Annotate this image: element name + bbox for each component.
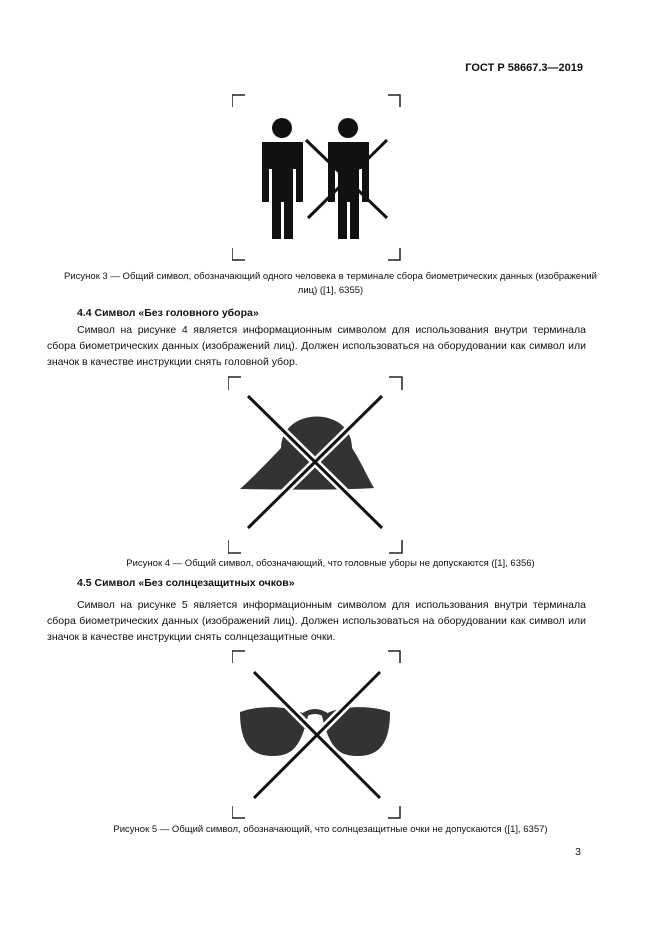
page-number: 3 [575, 846, 581, 858]
section-4-5-text: Символ на рисунке 5 является информационным символом для использования внутри терминала сбора биометрических данных (изображений лиц). Должен использоваться на оборудовании как символ или значок в качестве инструкции снять солнцезащитные очки. [47, 599, 586, 643]
section-4-5-heading: 4.5 Символ «Без солнцезащитных очков» [77, 577, 295, 589]
section-4-4-text: Символ на рисунке 4 является информационным символом для использования внутри терминала сбора биометрических данных (изображений лиц). Должен использоваться на оборудовании как символ или значок в качестве инструкции снять головной убор. [47, 324, 586, 368]
figure-4-caption: Рисунок 4 — Общий символ, обозначающий, что головные уборы не допускаются ([1], 6356) [126, 558, 535, 569]
figure-3-one-person-icon [232, 94, 402, 262]
section-4-4-heading: 4.4 Символ «Без головного убора» [77, 307, 259, 319]
figure-4-no-hat-icon [228, 376, 404, 556]
document-header: ГОСТ Р 58667.3—2019 [465, 62, 583, 74]
figure-3-caption: Рисунок 3 — Общий символ, обозначающий одного человека в терминале сбора биометрических данных (изображений лиц) ([1], 6355) [64, 271, 597, 296]
figure-5-no-sunglasses-icon [232, 650, 402, 820]
figure-5-caption: Рисунок 5 — Общий символ, обозначающий, что солнцезащитные очки не допускаются ([1], 6357) [113, 824, 548, 835]
